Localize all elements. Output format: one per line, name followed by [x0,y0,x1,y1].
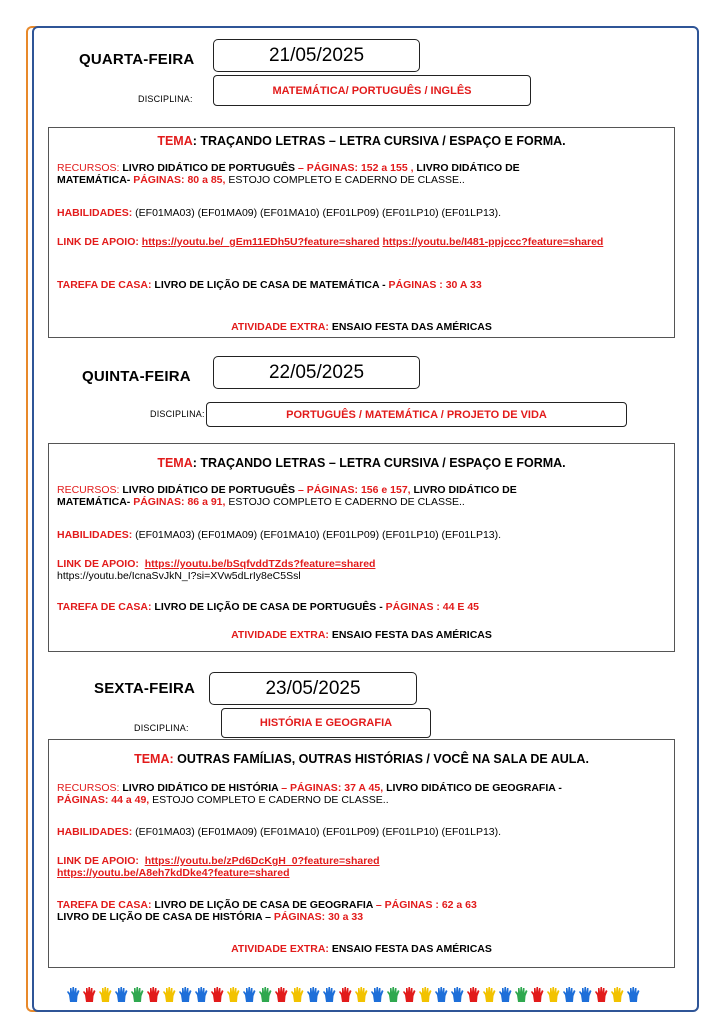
date-box: 22/05/2025 [213,356,420,389]
tema-text: OUTRAS FAMÍLIAS, OUTRAS HISTÓRIAS / VOCÊ NA SALA DE AULA. [173,752,589,766]
day-title: SEXTA-FEIRA [94,680,196,697]
tema-label: TEMA: [134,752,174,766]
recursos-label: RECURSOS: [57,162,120,174]
tarefa-text: LIVRO DE LIÇÃO DE CASA DE GEOGRAFIA [151,899,376,911]
lesson-card [48,443,675,652]
recursos-text: MATEMÁTICA- [57,496,134,508]
link-label: LINK DE APOIO: [57,558,139,570]
tema-line [49,456,674,470]
extra-label: ATIVIDADE EXTRA: [231,629,329,641]
hand-icon [434,986,449,1003]
tarefa-pages: – PÁGINAS : 62 a 63 [375,899,477,911]
tarefa-text: LIVRO DE LIÇÃO DE CASA DE PORTUGUÊS - [151,601,386,613]
recursos-pages: – PÁGINAS: 37 A 45, [281,782,384,794]
recursos-text: MATEMÁTICA- [57,174,134,186]
hand-icon [626,986,641,1003]
tarefa-text: LIVRO DE LIÇÃO DE CASA DE MATEMÁTICA - [151,279,389,291]
hand-icon [578,986,593,1003]
hand-icon [242,986,257,1003]
hand-icon [82,986,97,1003]
hand-icon [386,986,401,1003]
hand-icon [354,986,369,1003]
disciplina-box: MATEMÁTICA/ PORTUGUÊS / INGLÊS [213,75,531,106]
hand-icon [162,986,177,1003]
tema-line [49,134,674,148]
hand-icon [466,986,481,1003]
habilidades-text: (EF01MA03) (EF01MA09) (EF01MA10) (EF01LP09) (EF01LP10) (EF01LP13). [132,529,502,541]
hand-icon [514,986,529,1003]
link-line [57,558,666,582]
habilidades-label: HABILIDADES: [57,207,133,219]
extra-text: ENSAIO FESTA DAS AMÉRICAS [328,321,492,333]
habilidades-line [57,529,666,541]
habilidades-label: HABILIDADES: [57,826,133,838]
hand-icon [610,986,625,1003]
atividade-extra [49,321,674,333]
recursos-text: LIVRO DIDÁTICO DE [410,484,517,496]
hand-icon [418,986,433,1003]
recursos-text: LIVRO DIDÁTICO DE [413,162,520,174]
recursos-text: LIVRO DIDÁTICO DE HISTÓRIA [119,782,282,794]
hand-icon [530,986,545,1003]
recursos-text: LIVRO DIDÁTICO DE PORTUGUÊS [119,484,298,496]
lesson-card [48,739,675,968]
hand-icon [274,986,289,1003]
tarefa-line [57,899,666,923]
hand-icon [562,986,577,1003]
tema-text: : TRAÇANDO LETRAS – LETRA CURSIVA / ESPAÇO E FORMA. [192,134,566,148]
habilidades-line [57,826,666,838]
recursos-line [57,162,666,186]
hand-icon [402,986,417,1003]
extra-label: ATIVIDADE EXTRA: [231,321,329,333]
date-box: 23/05/2025 [209,672,417,705]
extra-label: ATIVIDADE EXTRA: [231,943,329,955]
hand-icon [322,986,337,1003]
extra-text: ENSAIO FESTA DAS AMÉRICAS [328,943,492,955]
hand-icon [546,986,561,1003]
disciplina-label: DISCIPLINA: [138,94,193,104]
recursos-text: LIVRO DIDÁTICO DE GEOGRAFIA - [383,782,562,794]
support-link[interactable]: https://youtu.be/bSqfvddTZds?feature=shared [144,558,376,570]
habilidades-text: (EF01MA03) (EF01MA09) (EF01MA10) (EF01LP09) (EF01LP10) (EF01LP13). [132,207,502,219]
hand-icon [114,986,129,1003]
day-title: QUINTA-FEIRA [82,368,191,385]
hand-icon [594,986,609,1003]
extra-text: ENSAIO FESTA DAS AMÉRICAS [328,629,492,641]
day-title: QUARTA-FEIRA [79,51,195,68]
habilidades-label: HABILIDADES: [57,529,133,541]
disciplina-label: DISCIPLINA: [150,409,205,419]
atividade-extra [49,629,674,641]
tema-text: : TRAÇANDO LETRAS – LETRA CURSIVA / ESPAÇO E FORMA. [192,456,566,470]
hand-icon [258,986,273,1003]
recursos-text: ESTOJO COMPLETO E CADERNO DE CLASSE.. [225,496,465,508]
tarefa-pages: PÁGINAS : 30 A 33 [388,279,482,291]
hand-icon [498,986,513,1003]
hand-icon [178,986,193,1003]
tarefa-label: TAREFA DE CASA: [57,279,152,291]
recursos-label: RECURSOS: [57,782,120,794]
habilidades-line [57,207,666,219]
recursos-pages: – PÁGINAS: 156 e 157, [297,484,411,496]
lesson-card [48,127,675,338]
hand-icon [194,986,209,1003]
tarefa-text: LIVRO DE LIÇÃO DE CASA DE HISTÓRIA – [57,911,274,923]
hand-icon [290,986,305,1003]
link-line [57,236,666,248]
support-link[interactable]: https://youtu.be/zPd6DcKgH_0?feature=shared [144,855,380,867]
link-label: LINK DE APOIO: [57,236,139,248]
support-link[interactable]: https://youtu.be/_gEm11EDh5U?feature=shared [141,236,380,248]
recursos-text: LIVRO DIDÁTICO DE PORTUGUÊS [119,162,298,174]
recursos-pages: PÁGINAS: 80 a 85, [133,174,226,186]
disciplina-label: DISCIPLINA: [134,723,189,733]
recursos-line [57,782,666,806]
tarefa-pages: PÁGINAS: 30 a 33 [273,911,364,923]
hand-icon [98,986,113,1003]
disciplina-box: PORTUGUÊS / MATEMÁTICA / PROJETO DE VIDA [206,402,627,427]
habilidades-text: (EF01MA03) (EF01MA09) (EF01MA10) (EF01LP09) (EF01LP10) (EF01LP13). [132,826,502,838]
recursos-label: RECURSOS: [57,484,120,496]
tema-line [49,752,674,766]
date-box: 21/05/2025 [213,39,420,72]
recursos-text: ESTOJO COMPLETO E CADERNO DE CLASSE.. [225,174,465,186]
link-line [57,855,666,879]
hand-icon [370,986,385,1003]
recursos-line [57,484,666,508]
recursos-pages: PÁGINAS: 86 a 91, [133,496,226,508]
support-link[interactable]: https://youtu.be/I481-ppjccc?feature=shared [382,236,604,248]
support-link[interactable]: https://youtu.be/IcnaSvJkN_I?si=XVw5dLrIy8eC5Ssl [57,570,301,582]
hand-icon [66,986,81,1003]
tarefa-line [57,279,666,291]
link-label: LINK DE APOIO: [57,855,139,867]
hand-icon [146,986,161,1003]
support-link[interactable]: https://youtu.be/A8eh7kdDke4?feature=shared [57,867,290,879]
hand-icon [210,986,225,1003]
recursos-pages: – PÁGINAS: 152 a 155 , [297,162,414,174]
tarefa-label: TAREFA DE CASA: [57,601,152,613]
hand-icon [482,986,497,1003]
recursos-text: ESTOJO COMPLETO E CADERNO DE CLASSE.. [149,794,389,806]
recursos-pages: PÁGINAS: 44 a 49, [57,794,150,806]
tarefa-line [57,601,666,613]
hands-border [66,986,666,1006]
disciplina-box: HISTÓRIA E GEOGRAFIA [221,708,431,738]
tema-label: TEMA [157,456,193,470]
atividade-extra [49,943,674,955]
tema-label: TEMA [157,134,193,148]
tarefa-pages: PÁGINAS : 44 E 45 [385,601,480,613]
hand-icon [306,986,321,1003]
hand-icon [130,986,145,1003]
hand-icon [450,986,465,1003]
hand-icon [226,986,241,1003]
hand-icon [338,986,353,1003]
tarefa-label: TAREFA DE CASA: [57,899,152,911]
